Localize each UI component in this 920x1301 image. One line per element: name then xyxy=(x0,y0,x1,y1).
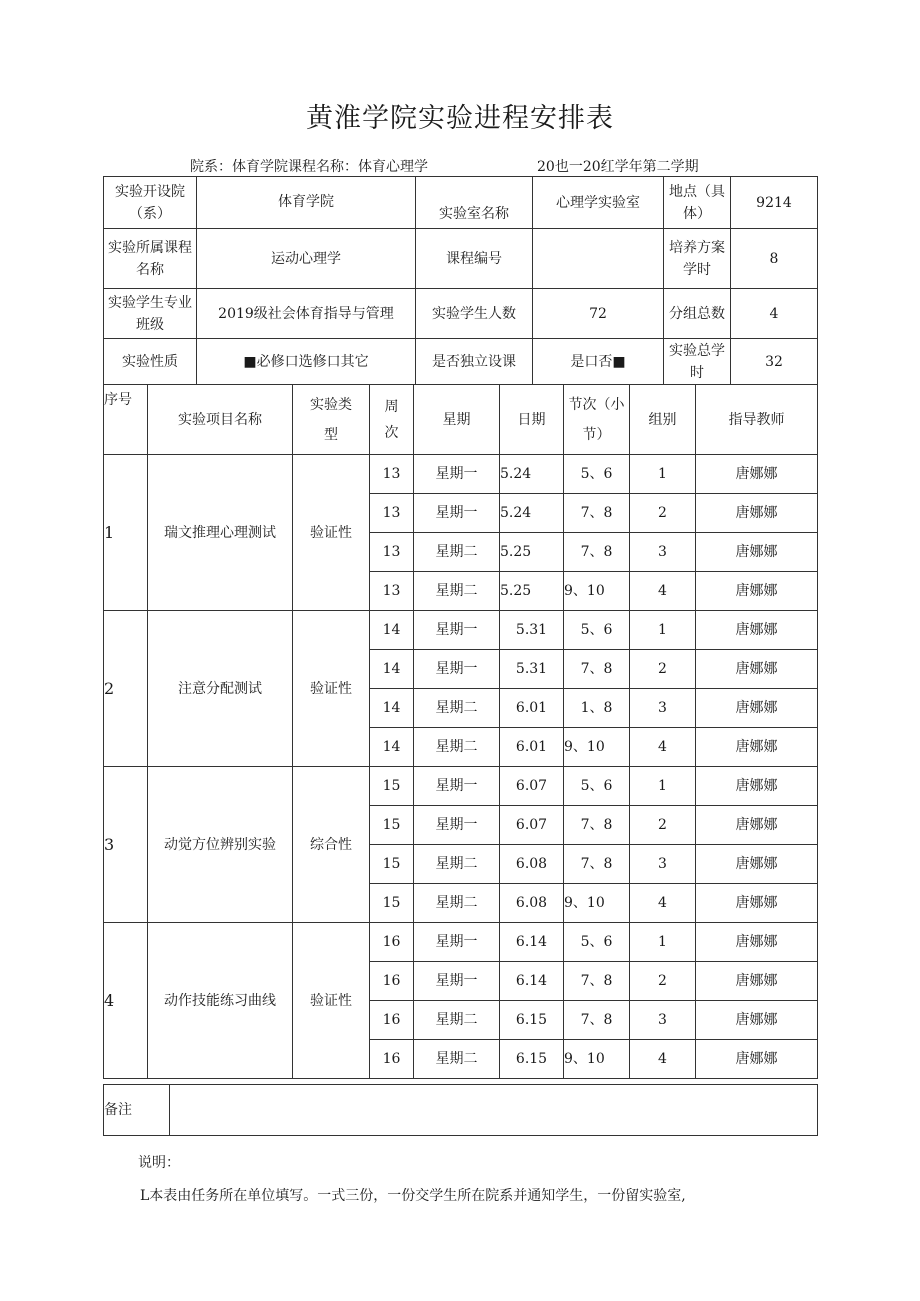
week-cell: 16 xyxy=(370,1040,414,1079)
info-row xyxy=(104,229,818,289)
week-cell: 13 xyxy=(370,494,414,533)
info-key-independent: 是否独立设课 xyxy=(416,339,533,385)
project-name: 注意分配测试 xyxy=(148,611,293,767)
header-date: 日期 xyxy=(500,385,564,455)
date-cell: 6.01 xyxy=(500,689,564,728)
teacher-cell: 唐娜娜 xyxy=(696,845,818,884)
info-key-location: 地点（具体） xyxy=(664,177,731,229)
project-num: 2 xyxy=(104,611,148,767)
dept-course-line: 院系：体育学院课程名称：体育心理学 xyxy=(190,159,428,175)
weekday-cell: 星期二 xyxy=(414,572,500,611)
project-num: 4 xyxy=(104,923,148,1079)
info-value-location: 9214 xyxy=(731,177,818,229)
group-cell: 4 xyxy=(630,1040,696,1079)
weekday-cell: 星期一 xyxy=(414,494,500,533)
info-value-students: 72 xyxy=(533,289,664,339)
date-cell: 6.08 xyxy=(500,884,564,923)
session-cell: 5、6 xyxy=(564,767,630,806)
week-cell: 16 xyxy=(370,962,414,1001)
schedule-table xyxy=(103,384,818,1079)
group-cell: 2 xyxy=(630,650,696,689)
week-cell: 14 xyxy=(370,650,414,689)
info-key-total-hours: 实验总学时 xyxy=(664,339,731,385)
teacher-cell: 唐娜娜 xyxy=(696,572,818,611)
header-teacher: 指导教师 xyxy=(696,385,818,455)
info-key-plan-hours: 培养方案学时 xyxy=(664,229,731,289)
date-cell: 5.31 xyxy=(500,611,564,650)
group-cell: 4 xyxy=(630,572,696,611)
info-value-independent: 是口否■ xyxy=(533,339,664,385)
group-cell: 4 xyxy=(630,884,696,923)
header-session: 节次（小节） xyxy=(564,385,630,455)
info-value-dept: 体育学院 xyxy=(197,177,416,229)
session-cell: 7、8 xyxy=(564,533,630,572)
group-cell: 2 xyxy=(630,494,696,533)
session-cell: 7、8 xyxy=(564,962,630,1001)
project-type: 验证性 xyxy=(293,611,370,767)
date-cell: 5.31 xyxy=(500,650,564,689)
academic-term: 20也一20红学年第二学期 xyxy=(537,159,699,175)
header-num: 序号 xyxy=(104,385,148,455)
weekday-cell: 星期一 xyxy=(414,962,500,1001)
table-row xyxy=(104,455,818,494)
weekday-cell: 星期一 xyxy=(414,650,500,689)
info-key-class: 实验学生专业班级 xyxy=(104,289,197,339)
info-key-nature: 实验性质 xyxy=(104,339,197,385)
notes-line-1: L本表由任务所在单位填写。一式三份，一份交学生所在院系并通知学生，一份留实验室, xyxy=(140,1188,686,1204)
session-cell: 7、8 xyxy=(564,650,630,689)
date-cell: 5.24 xyxy=(500,494,564,533)
weekday-cell: 星期一 xyxy=(414,767,500,806)
project-type: 验证性 xyxy=(293,923,370,1079)
session-cell: 1、8 xyxy=(564,689,630,728)
teacher-cell: 唐娜娜 xyxy=(696,689,818,728)
table-row xyxy=(104,923,818,962)
teacher-cell: 唐娜娜 xyxy=(696,611,818,650)
session-cell: 9、10 xyxy=(564,572,630,611)
remarks-value xyxy=(170,1085,818,1136)
group-cell: 3 xyxy=(630,533,696,572)
group-cell: 2 xyxy=(630,962,696,1001)
session-cell: 7、8 xyxy=(564,494,630,533)
teacher-cell: 唐娜娜 xyxy=(696,455,818,494)
weekday-cell: 星期一 xyxy=(414,611,500,650)
week-cell: 13 xyxy=(370,533,414,572)
week-cell: 16 xyxy=(370,1001,414,1040)
teacher-cell: 唐娜娜 xyxy=(696,806,818,845)
info-value-lab: 心理学实验室 xyxy=(533,177,664,229)
header-row xyxy=(104,385,818,455)
weekday-cell: 星期一 xyxy=(414,455,500,494)
date-cell: 6.01 xyxy=(500,728,564,767)
teacher-cell: 唐娜娜 xyxy=(696,533,818,572)
session-cell: 5、6 xyxy=(564,923,630,962)
header-group: 组别 xyxy=(630,385,696,455)
week-cell: 13 xyxy=(370,455,414,494)
week-cell: 15 xyxy=(370,845,414,884)
session-cell: 9、10 xyxy=(564,728,630,767)
info-value-course: 运动心理学 xyxy=(197,229,416,289)
project-type: 验证性 xyxy=(293,455,370,611)
date-cell: 5.25 xyxy=(500,572,564,611)
project-type: 综合性 xyxy=(293,767,370,923)
header-weekday: 星期 xyxy=(414,385,500,455)
info-key-course: 实验所属课程名称 xyxy=(104,229,197,289)
session-cell: 7、8 xyxy=(564,845,630,884)
notes-heading: 说明： xyxy=(138,1155,180,1171)
date-cell: 6.14 xyxy=(500,962,564,1001)
group-cell: 1 xyxy=(630,923,696,962)
info-key-groups: 分组总数 xyxy=(664,289,731,339)
remarks-label: 备注 xyxy=(104,1085,170,1136)
teacher-cell: 唐娜娜 xyxy=(696,1001,818,1040)
group-cell: 1 xyxy=(630,611,696,650)
session-cell: 5、6 xyxy=(564,611,630,650)
project-name: 动觉方位辨别实验 xyxy=(148,767,293,923)
week-cell: 14 xyxy=(370,611,414,650)
table-row xyxy=(104,767,818,806)
info-value-total-hours: 32 xyxy=(731,339,818,385)
header-type: 实验类型 xyxy=(293,385,370,455)
week-cell: 15 xyxy=(370,806,414,845)
group-cell: 4 xyxy=(630,728,696,767)
session-cell: 5、6 xyxy=(564,455,630,494)
info-value-class: 2019级社会体育指导与管理 xyxy=(197,289,416,339)
info-key-students: 实验学生人数 xyxy=(416,289,533,339)
info-value-nature: ■必修口选修口其它 xyxy=(197,339,416,385)
page-title: 黄淮学院实验进程安排表 xyxy=(306,103,614,134)
project-num: 3 xyxy=(104,767,148,923)
date-cell: 5.25 xyxy=(500,533,564,572)
weekday-cell: 星期二 xyxy=(414,1040,500,1079)
group-cell: 1 xyxy=(630,455,696,494)
weekday-cell: 星期二 xyxy=(414,689,500,728)
info-key-course-code: 课程编号 xyxy=(416,229,533,289)
session-cell: 7、8 xyxy=(564,1001,630,1040)
info-row xyxy=(104,289,818,339)
weekday-cell: 星期二 xyxy=(414,845,500,884)
group-cell: 3 xyxy=(630,845,696,884)
date-cell: 5.24 xyxy=(500,455,564,494)
week-cell: 13 xyxy=(370,572,414,611)
project-num: 1 xyxy=(104,455,148,611)
info-key-dept: 实验开设院（系） xyxy=(104,177,197,229)
week-cell: 15 xyxy=(370,884,414,923)
table-row xyxy=(104,611,818,650)
date-cell: 6.08 xyxy=(500,845,564,884)
header-week: 周次 xyxy=(370,385,414,455)
info-value-plan-hours: 8 xyxy=(731,229,818,289)
weekday-cell: 星期二 xyxy=(414,728,500,767)
teacher-cell: 唐娜娜 xyxy=(696,962,818,1001)
date-cell: 6.15 xyxy=(500,1001,564,1040)
teacher-cell: 唐娜娜 xyxy=(696,1040,818,1079)
teacher-cell: 唐娜娜 xyxy=(696,923,818,962)
info-row xyxy=(104,177,818,229)
week-cell: 15 xyxy=(370,767,414,806)
info-table xyxy=(103,176,818,385)
weekday-cell: 星期二 xyxy=(414,533,500,572)
weekday-cell: 星期二 xyxy=(414,884,500,923)
week-cell: 14 xyxy=(370,689,414,728)
header-name: 实验项目名称 xyxy=(148,385,293,455)
weekday-cell: 星期二 xyxy=(414,1001,500,1040)
date-cell: 6.15 xyxy=(500,1040,564,1079)
session-cell: 9、10 xyxy=(564,884,630,923)
date-cell: 6.07 xyxy=(500,767,564,806)
info-key-lab: 实验室名称 xyxy=(416,177,533,229)
info-value-course-code xyxy=(533,229,664,289)
date-cell: 6.14 xyxy=(500,923,564,962)
group-cell: 2 xyxy=(630,806,696,845)
weekday-cell: 星期一 xyxy=(414,806,500,845)
info-value-groups: 4 xyxy=(731,289,818,339)
remarks-row xyxy=(104,1085,818,1136)
week-cell: 14 xyxy=(370,728,414,767)
group-cell: 1 xyxy=(630,767,696,806)
session-cell: 9、10 xyxy=(564,1040,630,1079)
teacher-cell: 唐娜娜 xyxy=(696,494,818,533)
project-name: 瑞文推理心理测试 xyxy=(148,455,293,611)
group-cell: 3 xyxy=(630,689,696,728)
teacher-cell: 唐娜娜 xyxy=(696,728,818,767)
session-cell: 7、8 xyxy=(564,806,630,845)
teacher-cell: 唐娜娜 xyxy=(696,767,818,806)
project-name: 动作技能练习曲线 xyxy=(148,923,293,1079)
weekday-cell: 星期一 xyxy=(414,923,500,962)
info-row xyxy=(104,339,818,385)
remarks-table xyxy=(103,1084,818,1136)
date-cell: 6.07 xyxy=(500,806,564,845)
teacher-cell: 唐娜娜 xyxy=(696,650,818,689)
teacher-cell: 唐娜娜 xyxy=(696,884,818,923)
week-cell: 16 xyxy=(370,923,414,962)
group-cell: 3 xyxy=(630,1001,696,1040)
